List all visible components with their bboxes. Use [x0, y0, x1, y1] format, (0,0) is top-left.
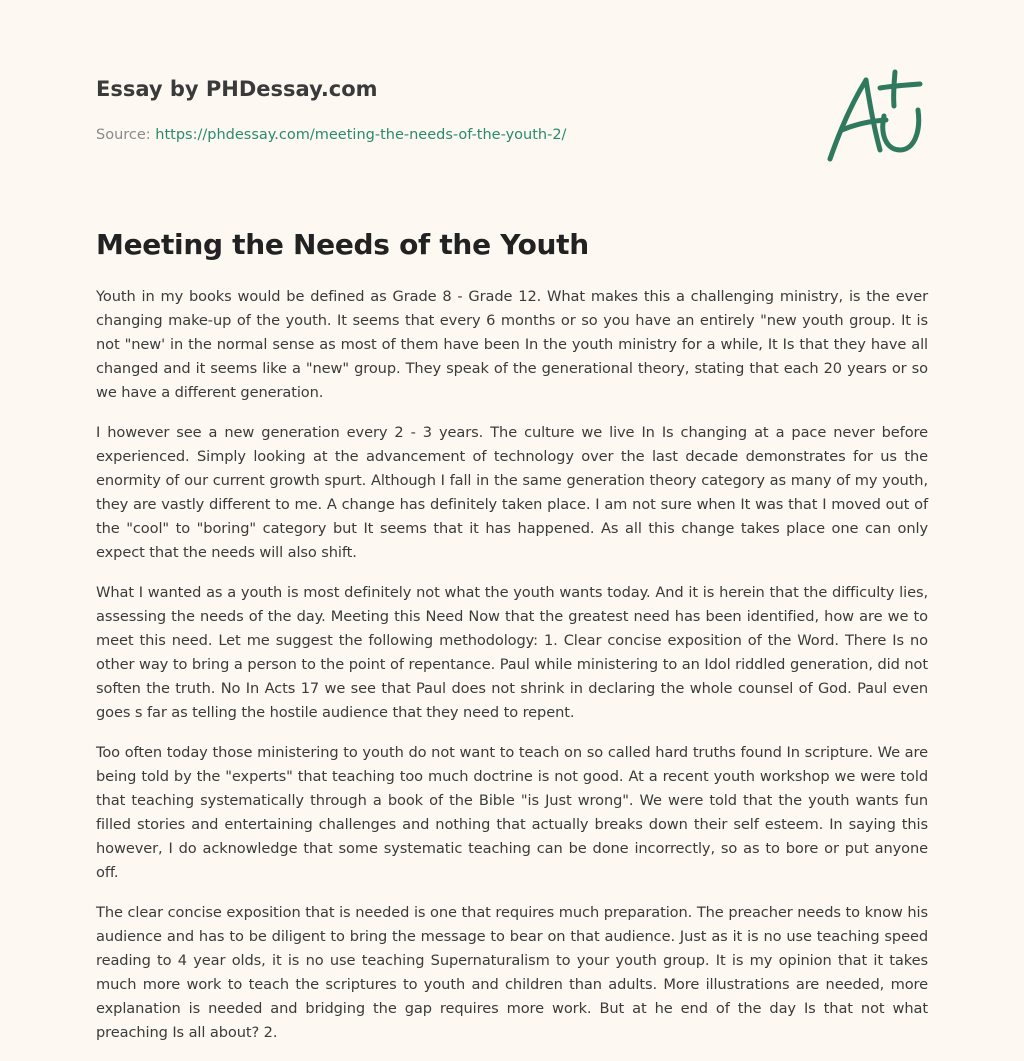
essay-paragraph: Too often today those ministering to youth do not want to teach on so called hard truths found In scripture. We are being told by the "experts" that teaching too much doctrine is not good. At a recent youth workshop we were told that teaching systematically through a book of the Bible "is Just wrong". We were told that the youth wants fun filled stories and entertaining challenges and nothing that actually breaks down their self esteem. In saying this however, I do acknowledge that some systematic teaching can be done incorrectly, so as to bore or put anyone off. — [96, 744, 928, 881]
source-line — [96, 125, 796, 145]
essay-body — [96, 285, 928, 1061]
site-brand: Essay by PHDessay.com — [96, 77, 378, 101]
source-label: Source: — [96, 127, 151, 143]
page-header — [96, 74, 796, 145]
essay-title: Meeting the Needs of the Youth — [96, 228, 589, 261]
a-plus-grade-icon — [820, 66, 930, 166]
essay-paragraph: The clear concise exposition that is needed is one that requires much preparation. The preacher needs to know his audience and has to be diligent to bring the message to bear on that audience. Just as it is no use teaching speed reading to 4 year olds, it is no use teaching Supernaturalism to your youth group. It is my opinion that it takes much more work to teach the scriptures to youth and children than adults. More illustrations are needed, more explanation is needed and bridging the gap requires more work. But at he end of the day Is that not what preaching Is all about? 2. — [96, 904, 928, 1041]
essay-paragraph: Youth in my books would be defined as Grade 8 - Grade 12. What makes this a challenging ministry, is the ever changing make-up of the youth. It seems that every 6 months or so you have an entirely "new youth group. It is not "new' in the normal sense as most of them have been In the youth ministry for a while, It Is that they have all changed and it seems like a "new" group. They speak of the generational theory, stating that each 20 years or so we have a different generation. — [96, 288, 928, 401]
essay-paragraph: What I wanted as a youth is most definitely not what the youth wants today. And it is herein that the difficulty lies, assessing the needs of the day. Meeting this Need Now that the greatest need has been identified, how are we to meet this need. Let me suggest the following methodology: 1. Clear concise exposition of the Word. There Is no other way to bring a person to the point of repentance. Paul while ministering to an Idol riddled generation, did not soften the truth. No In Acts 17 we see that Paul does not shrink in declaring the whole counsel of God. Paul even goes s far as telling the hostile audience that they need to repent. — [96, 584, 928, 721]
source-link[interactable]: https://phdessay.com/meeting-the-needs-of-the-youth-2/ — [155, 127, 567, 143]
essay-paragraph: I however see a new generation every 2 - 3 years. The culture we live In Is changing at a pace never before experienced. Simply looking at the advancement of technology over the last decade demonstrates for us the enormity of our current growth spurt. Although I fall in the same generation theory category as many of my youth, they are vastly different to me. A change has definitely taken place. I am not sure when It was that I moved out of the "cool" to "boring" category but It seems that it has happened. As all this change takes place one can only expect that the needs will also shift. — [96, 424, 928, 561]
